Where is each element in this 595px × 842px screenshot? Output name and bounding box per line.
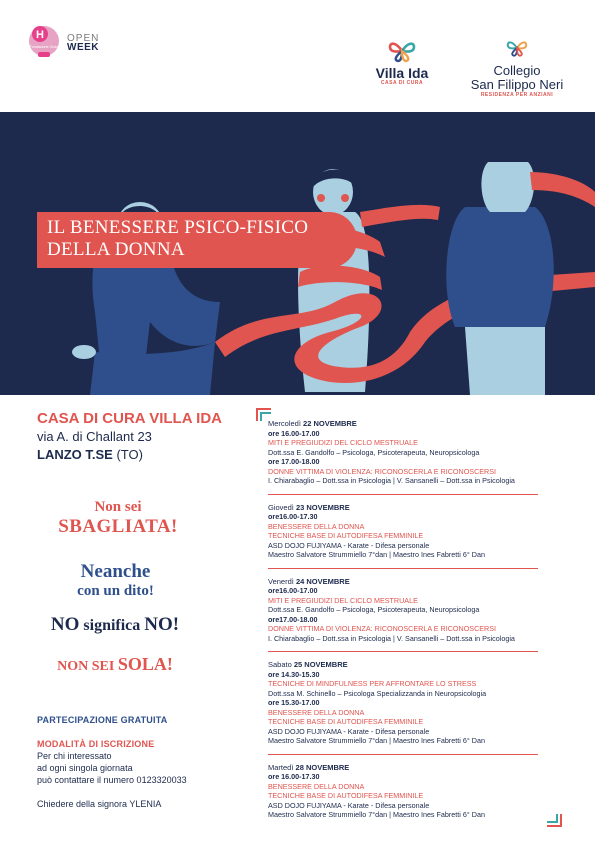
schedule-topic: MITI E PREGIUDIZI DEL CICLO MESTRUALE xyxy=(268,595,418,605)
schedule-divider xyxy=(268,754,538,755)
day-heading xyxy=(268,660,568,670)
open-week-text xyxy=(67,34,99,52)
schedule-topic: DONNE VITTIMA DI VIOLENZA: RICONOSCERLA E RICONOSCERSI xyxy=(268,624,497,633)
slogan-2b: con un dito! xyxy=(77,583,154,599)
day-date: 24 NOVEMBRE xyxy=(295,576,350,586)
collegio-logo-icon xyxy=(505,38,529,58)
day-date: 28 NOVEMBRE xyxy=(295,762,350,772)
registration-line-1: Per chi interessato xyxy=(37,751,112,761)
venue-city-bold: LANZO T.SE xyxy=(37,447,113,462)
schedule-divider xyxy=(268,568,538,569)
open-week-badge-icon xyxy=(27,22,67,62)
title-line-1: IL BENESSERE PSICO-FISICO xyxy=(47,217,309,238)
villa-ida-logo-icon xyxy=(387,38,417,64)
schedule-speaker: Dott.ssa E. Gandolfo – Psicologa, Psicoterapeuta, Neuropsicologa xyxy=(268,605,480,614)
collegio-name-line1: Collegio xyxy=(493,63,541,78)
schedule-time: ore 17.00-18.00 xyxy=(268,457,320,466)
badge-letter: H xyxy=(36,29,44,41)
schedule-time: ore17.00-18.00 xyxy=(268,614,318,624)
villa-ida-logo xyxy=(372,38,432,98)
villa-ida-name: Villa Ida xyxy=(375,65,429,81)
slogan-1a: Non sei xyxy=(94,499,142,515)
villa-ida-sub: CASA DI CURA xyxy=(380,80,424,86)
schedule-topic: TECNICHE BASE DI AUTODIFESA FEMMINILE xyxy=(268,717,424,726)
schedule-time: ore 16.00-17.30 xyxy=(268,772,320,781)
schedule-time: ore16.00-17.30 xyxy=(268,512,318,521)
day-weekday: Sabato xyxy=(268,660,292,669)
schedule-day xyxy=(268,660,568,746)
collegio-logo xyxy=(458,38,576,98)
schedule-time: ore 14.30-15.30 xyxy=(268,669,320,679)
day-date: 23 NOVEMBRE xyxy=(295,502,350,512)
slogan-3c: NO! xyxy=(144,614,180,635)
schedule-day xyxy=(268,503,568,560)
schedule-topic: TECNICHE BASE DI AUTODIFESA FEMMINILE xyxy=(268,791,424,800)
day-weekday: Martedì xyxy=(268,762,294,772)
registration-info xyxy=(37,714,257,810)
slogan-1b: SBAGLIATA! xyxy=(58,516,178,537)
day-heading xyxy=(268,763,568,773)
slogan-3a: NO xyxy=(50,614,80,635)
slogan-2a: Neanche xyxy=(80,561,151,582)
registration-line-2: ad ogni singola giornata xyxy=(37,763,133,773)
schedule-divider xyxy=(268,651,538,652)
schedule-speaker: I. Chiarabaglio – Dott.ssa in Psicologia | V. Sansanelli – Dott.ssa in Psicologia xyxy=(268,633,515,643)
schedule-topic: DONNE VITTIMA DI VIOLENZA: RICONOSCERLA E RICONOSCERSI xyxy=(268,466,497,476)
open-week-logo xyxy=(27,20,117,70)
schedule-speaker: Maestro Salvatore Strummiello 7°dan | Maestro Ines Fabretti 6° Dan xyxy=(268,736,485,745)
schedule-time: ore16.00-17.00 xyxy=(268,586,318,595)
slogan-no-significa-no xyxy=(40,615,190,636)
title-line-2: DELLA DONNA xyxy=(47,239,185,260)
venue-address: via A. di Challant 23 xyxy=(37,429,152,444)
schedule-topic: MITI E PREGIUDIZI DEL CICLO MESTRUALE xyxy=(268,438,418,447)
free-participation: PARTECIPAZIONE GRATUITA xyxy=(37,715,168,725)
day-heading xyxy=(268,419,568,429)
registration-ask: Chiedere della signora YLENIA xyxy=(37,799,162,809)
open-label: OPEN xyxy=(67,33,100,44)
schedule-topic: BENESSERE DELLA DONNA xyxy=(268,521,365,531)
schedule xyxy=(268,419,568,828)
schedule-day xyxy=(268,577,568,644)
day-heading xyxy=(268,503,568,513)
schedule-topic: BENESSERE DELLA DONNA xyxy=(268,781,365,791)
schedule-topic: TECNICHE BASE DI AUTODIFESA FEMMINILE xyxy=(268,531,424,540)
slogan-4a: NON SEI xyxy=(57,659,118,674)
schedule-topic: TECNICHE DI MINDFULNESS PER AFFRONTARE LO STRESS xyxy=(268,679,477,688)
venue-block xyxy=(37,410,257,463)
venue-city xyxy=(37,446,257,463)
schedule-speaker: ASD DOJO FUJIYAMA - Karate - Difesa personale xyxy=(268,726,430,736)
collegio-name-line2: San Filippo Neri xyxy=(470,77,564,92)
schedule-speaker: I. Chiarabaglio – Dott.ssa in Psicologia | V. Sansanelli – Dott.ssa in Psicologia xyxy=(268,476,515,485)
schedule-divider xyxy=(268,494,538,495)
day-date: 22 NOVEMBRE xyxy=(303,419,357,428)
slogan-3b: significa xyxy=(79,617,145,634)
slogan-neanche-con-un-dito xyxy=(48,562,183,600)
slogan-4b: SOLA! xyxy=(117,654,173,674)
registration-mode-title: MODALITÀ DI ISCRIZIONE xyxy=(37,739,155,749)
week-label: WEEK xyxy=(67,42,99,53)
schedule-speaker: Dott.ssa M. Schinello – Psicologa Specializzanda in Neuropsicologia xyxy=(268,688,487,698)
badge-sub: Fondazione Onda xyxy=(29,45,59,49)
day-weekday: Mercoledì xyxy=(268,419,301,428)
schedule-speaker: ASD DOJO FUJIYAMA - Karate - Difesa personale xyxy=(268,800,430,810)
collegio-sub: RESIDENZA PER ANZIANI xyxy=(480,92,554,98)
schedule-time: ore 15.30-17.00 xyxy=(268,698,320,707)
day-weekday: Venerdì xyxy=(268,576,294,586)
schedule-speaker: ASD DOJO FUJIYAMA - Karate - Difesa personale xyxy=(268,540,430,550)
schedule-time: ore 16.00-17.00 xyxy=(268,428,320,438)
venue-name: CASA DI CURA VILLA IDA xyxy=(37,410,222,427)
schedule-day xyxy=(268,763,568,820)
slogan-non-sei-sbagliata xyxy=(48,499,188,538)
day-date: 25 NOVEMBRE xyxy=(293,660,348,669)
hero-illustration xyxy=(0,112,595,395)
schedule-speaker: Dott.ssa E. Gandolfo – Psicologa, Psicoterapeuta, Neuropsicologa xyxy=(268,447,480,457)
schedule-day xyxy=(268,419,568,486)
schedule-speaker: Maestro Salvatore Strummiello 7°dan | Maestro Ines Fabretti 6° Dan xyxy=(268,810,485,819)
slogan-non-sei-sola xyxy=(40,654,190,677)
venue-city-rest: (TO) xyxy=(112,447,143,462)
schedule-topic: BENESSERE DELLA DONNA xyxy=(268,707,365,717)
day-heading xyxy=(268,577,568,587)
event-title xyxy=(37,212,357,268)
registration-line-3: può contattare il numero 0123320033 xyxy=(37,775,187,785)
schedule-speaker: Maestro Salvatore Strummiello 7°dan | Maestro Ines Fabretti 6° Dan xyxy=(268,550,485,559)
day-weekday: Giovedì xyxy=(268,502,294,512)
